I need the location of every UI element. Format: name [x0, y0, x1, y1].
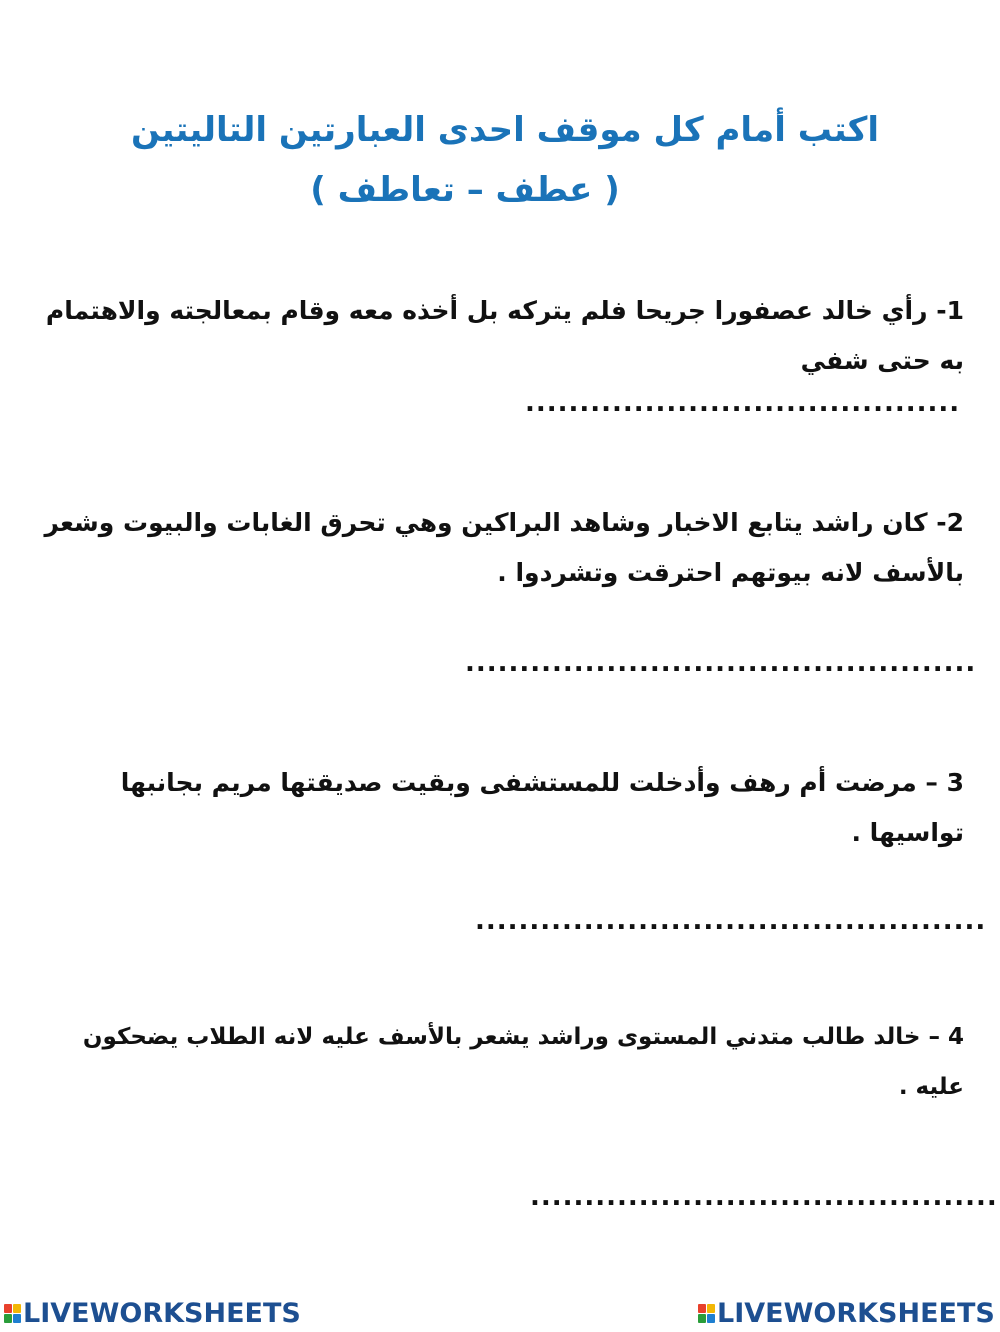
brand-text-left: LIVEWORKSHEETS — [23, 1297, 301, 1329]
liveworksheets-icon — [698, 1304, 715, 1323]
question-3: 3 – مرضت أم رهف وأدخلت للمستشفى وبقيت صديقتها مريم بجانبها تواسيها . — [120, 768, 964, 847]
worksheet-options: ( عطف – تعاطف ) — [310, 170, 620, 210]
liveworksheets-logo-left — [4, 1296, 301, 1330]
answer-field-1[interactable]: ........................................ — [525, 388, 961, 418]
answer-field-2[interactable]: ............................................... — [465, 648, 977, 678]
question-2: 2- كان راشد يتابع الاخبار وشاهد البراكين وهي تحرق الغابات والبيوت وشعر بالأسف لانه بيوتهم احترقت وتشردوا . — [44, 508, 964, 587]
worksheet-title: اكتب أمام كل موقف احدى العبارتين التاليتين — [130, 110, 880, 150]
answer-field-3[interactable]: ............................................... — [475, 906, 987, 936]
liveworksheets-logo-right — [698, 1296, 995, 1330]
question-4: 4 – خالد طالب متدني المستوى وراشد يشعر بالأسف عليه لانه الطلاب يضحكون عليه . — [82, 1024, 964, 1100]
brand-text-right: LIVEWORKSHEETS — [717, 1297, 995, 1329]
answer-field-4[interactable]: ........................................... — [530, 1182, 998, 1212]
question-1: 1- رأي خالد عصفورا جريحا فلم يتركه بل أخذه معه وقام بمعالجته والاهتمام به حتى شفي — [45, 296, 964, 375]
liveworksheets-icon — [4, 1304, 21, 1323]
